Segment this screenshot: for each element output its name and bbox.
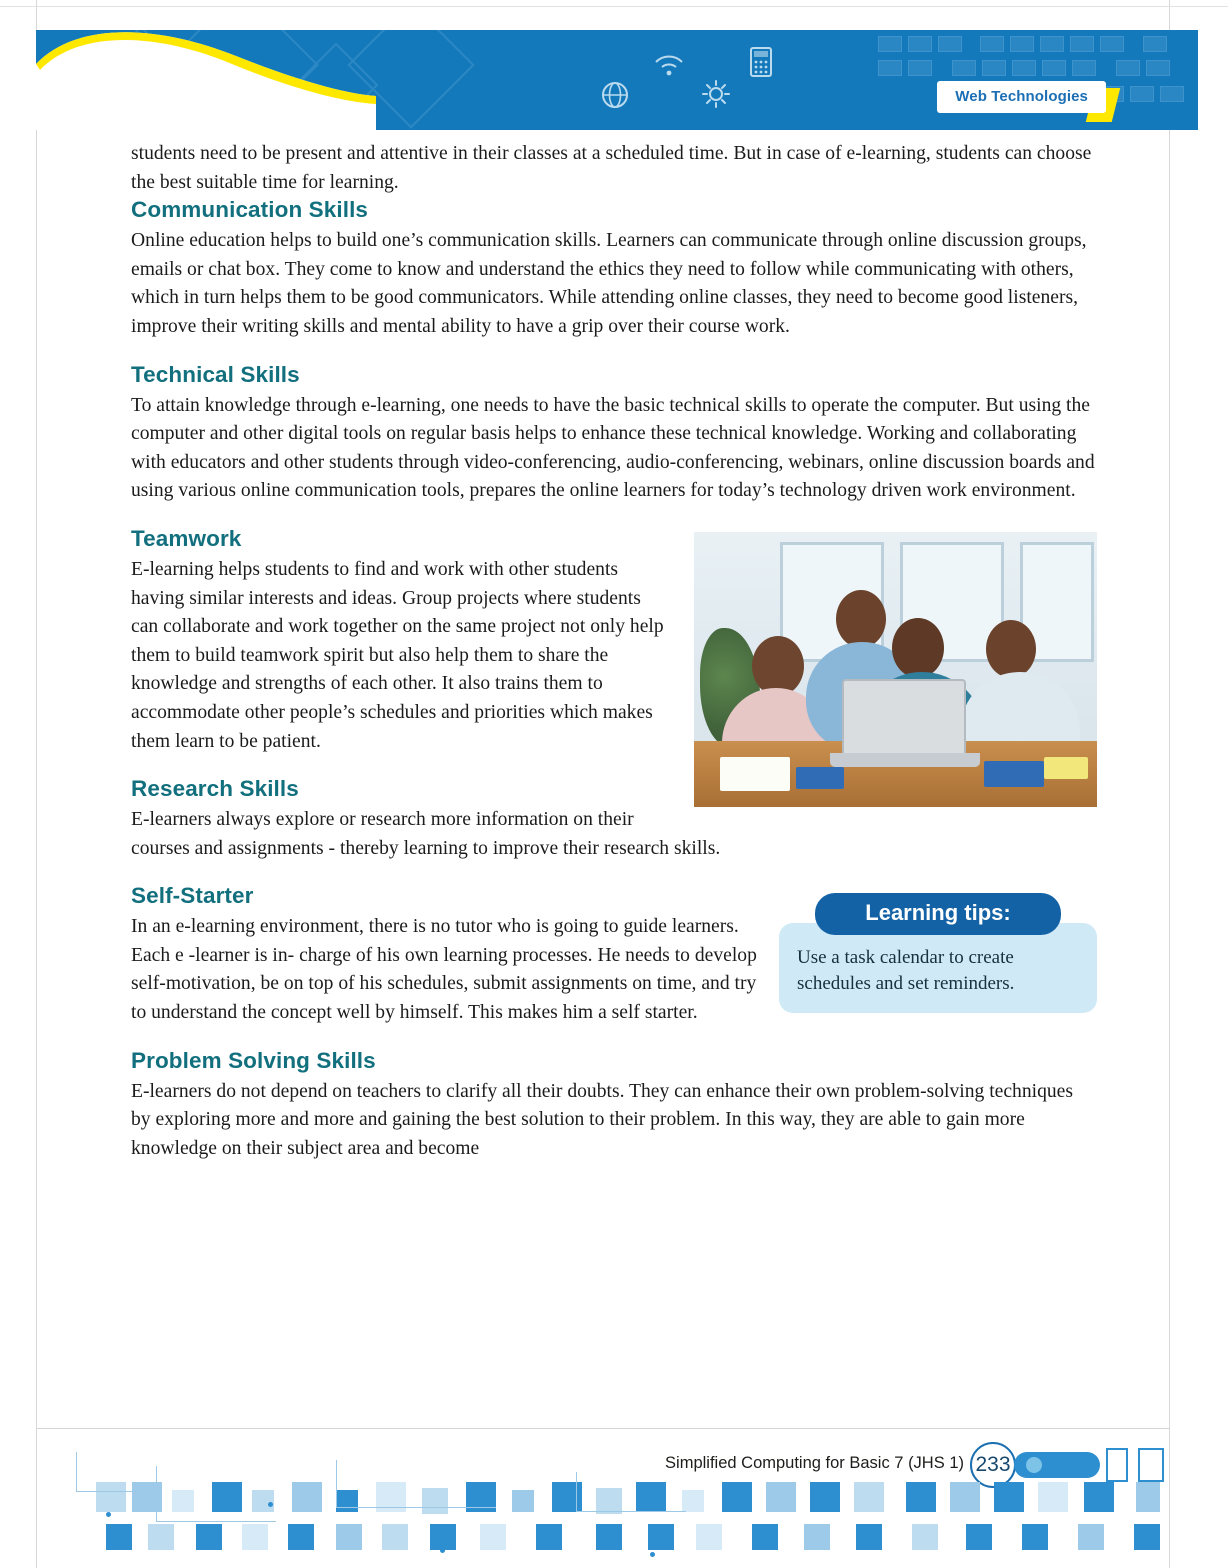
globe-icon xyxy=(600,80,630,110)
header-swoosh-decoration xyxy=(36,30,376,130)
chapter-tag: Web Technologies xyxy=(937,81,1106,113)
section-heading: Problem Solving Skills xyxy=(131,1047,376,1073)
intro-paragraph: students need to be present and attentive in their classes at a scheduled time. But in case of e-learning, students can choose the best suitable time for learning. xyxy=(131,143,1092,193)
section-body: E-learners always explore or research more information on their courses and assignments - thereby learning to improve their research skills. xyxy=(131,809,721,859)
page-right-rule xyxy=(1169,0,1170,1568)
footer-rule xyxy=(36,1428,1170,1429)
section-heading: Self-Starter xyxy=(131,883,254,909)
page-left-rule xyxy=(36,0,37,1568)
section-body: E-learners do not depend on teachers to clarify all their doubts. They can enhance their own problem-solving techniques by exploring more and more and gaining the best solution to their problem. In this way, they are able to gain more knowledge on their subject area and become xyxy=(131,1080,1074,1159)
calculator-icon xyxy=(748,46,774,78)
header-pixel-grid xyxy=(868,30,1198,130)
wifi-icon xyxy=(652,48,686,76)
section-body: E-learning helps students to find and work with other students having similar interests and ideas. Group projects where students can collaborate and work together on the same project not only help them to build teamwork spirit but also help them to share the knowledge and strengths of each other. It also trains them to accommodate other people’s schedules and priorities which makes them learn to be patient. xyxy=(131,558,664,752)
teamwork-photo-wrapper xyxy=(694,532,1097,807)
page-footer xyxy=(36,1428,1170,1568)
footer-square-outline-1 xyxy=(1106,1448,1128,1482)
section-technical-skills xyxy=(131,362,1097,506)
page-content xyxy=(131,140,1097,1183)
page-number: 233 xyxy=(970,1442,1016,1488)
section-heading: Research Skills xyxy=(131,776,299,802)
footer-square-outline-2 xyxy=(1138,1448,1164,1482)
section-problem-solving-skills xyxy=(131,1048,1097,1164)
section-body: In an e-learning environment, there is no tutor who is going to guide learners. Each e -learner is in- charge of his own learning processes. He needs to develop self-motivation, be on top of his schedules, submit assignments on time, and try to understand the concept well by himself. This makes him a self starter. xyxy=(131,916,757,1024)
book-title: Simplified Computing for Basic 7 (JHS 1) xyxy=(665,1454,964,1472)
section-heading: Teamwork xyxy=(131,525,242,551)
teamwork-photo xyxy=(694,532,1097,807)
section-heading: Communication Skills xyxy=(131,197,369,223)
learning-tips-wrapper xyxy=(779,893,1097,1013)
learning-tips-title: Learning tips: xyxy=(815,893,1061,935)
section-heading: Technical Skills xyxy=(131,361,300,387)
page-header-banner xyxy=(36,30,1198,130)
lightbulb-icon xyxy=(700,78,732,110)
section-communication-skills xyxy=(131,197,1097,341)
footer-dot-decoration xyxy=(1026,1457,1042,1473)
page-top-rule xyxy=(0,6,1228,7)
section-body: Online education helps to build one’s communication skills. Learners can communicate through online discussion groups, emails or chat box. They come to know and understand the ethics they need to follow while communicating with others, which in turn helps them to be good communicators. While attending online classes, they need to become good listeners, improve their writing skills and mental ability to have a grip over their course work. xyxy=(131,230,1087,337)
learning-tips-text: Use a task calendar to create schedules and set reminders. xyxy=(779,923,1097,1013)
section-body: To attain knowledge through e-learning, one needs to have the basic technical skills to operate the computer. But using the computer and other digital tools on regular basis helps to enhance these technical knowledge. Working and collaborating with educators and other students through video-conferencing, audio-conferencing, webinars, online discussion boards and using various online communication tools, prepares the online learners for today’s technology driven work environment. xyxy=(131,394,1095,502)
